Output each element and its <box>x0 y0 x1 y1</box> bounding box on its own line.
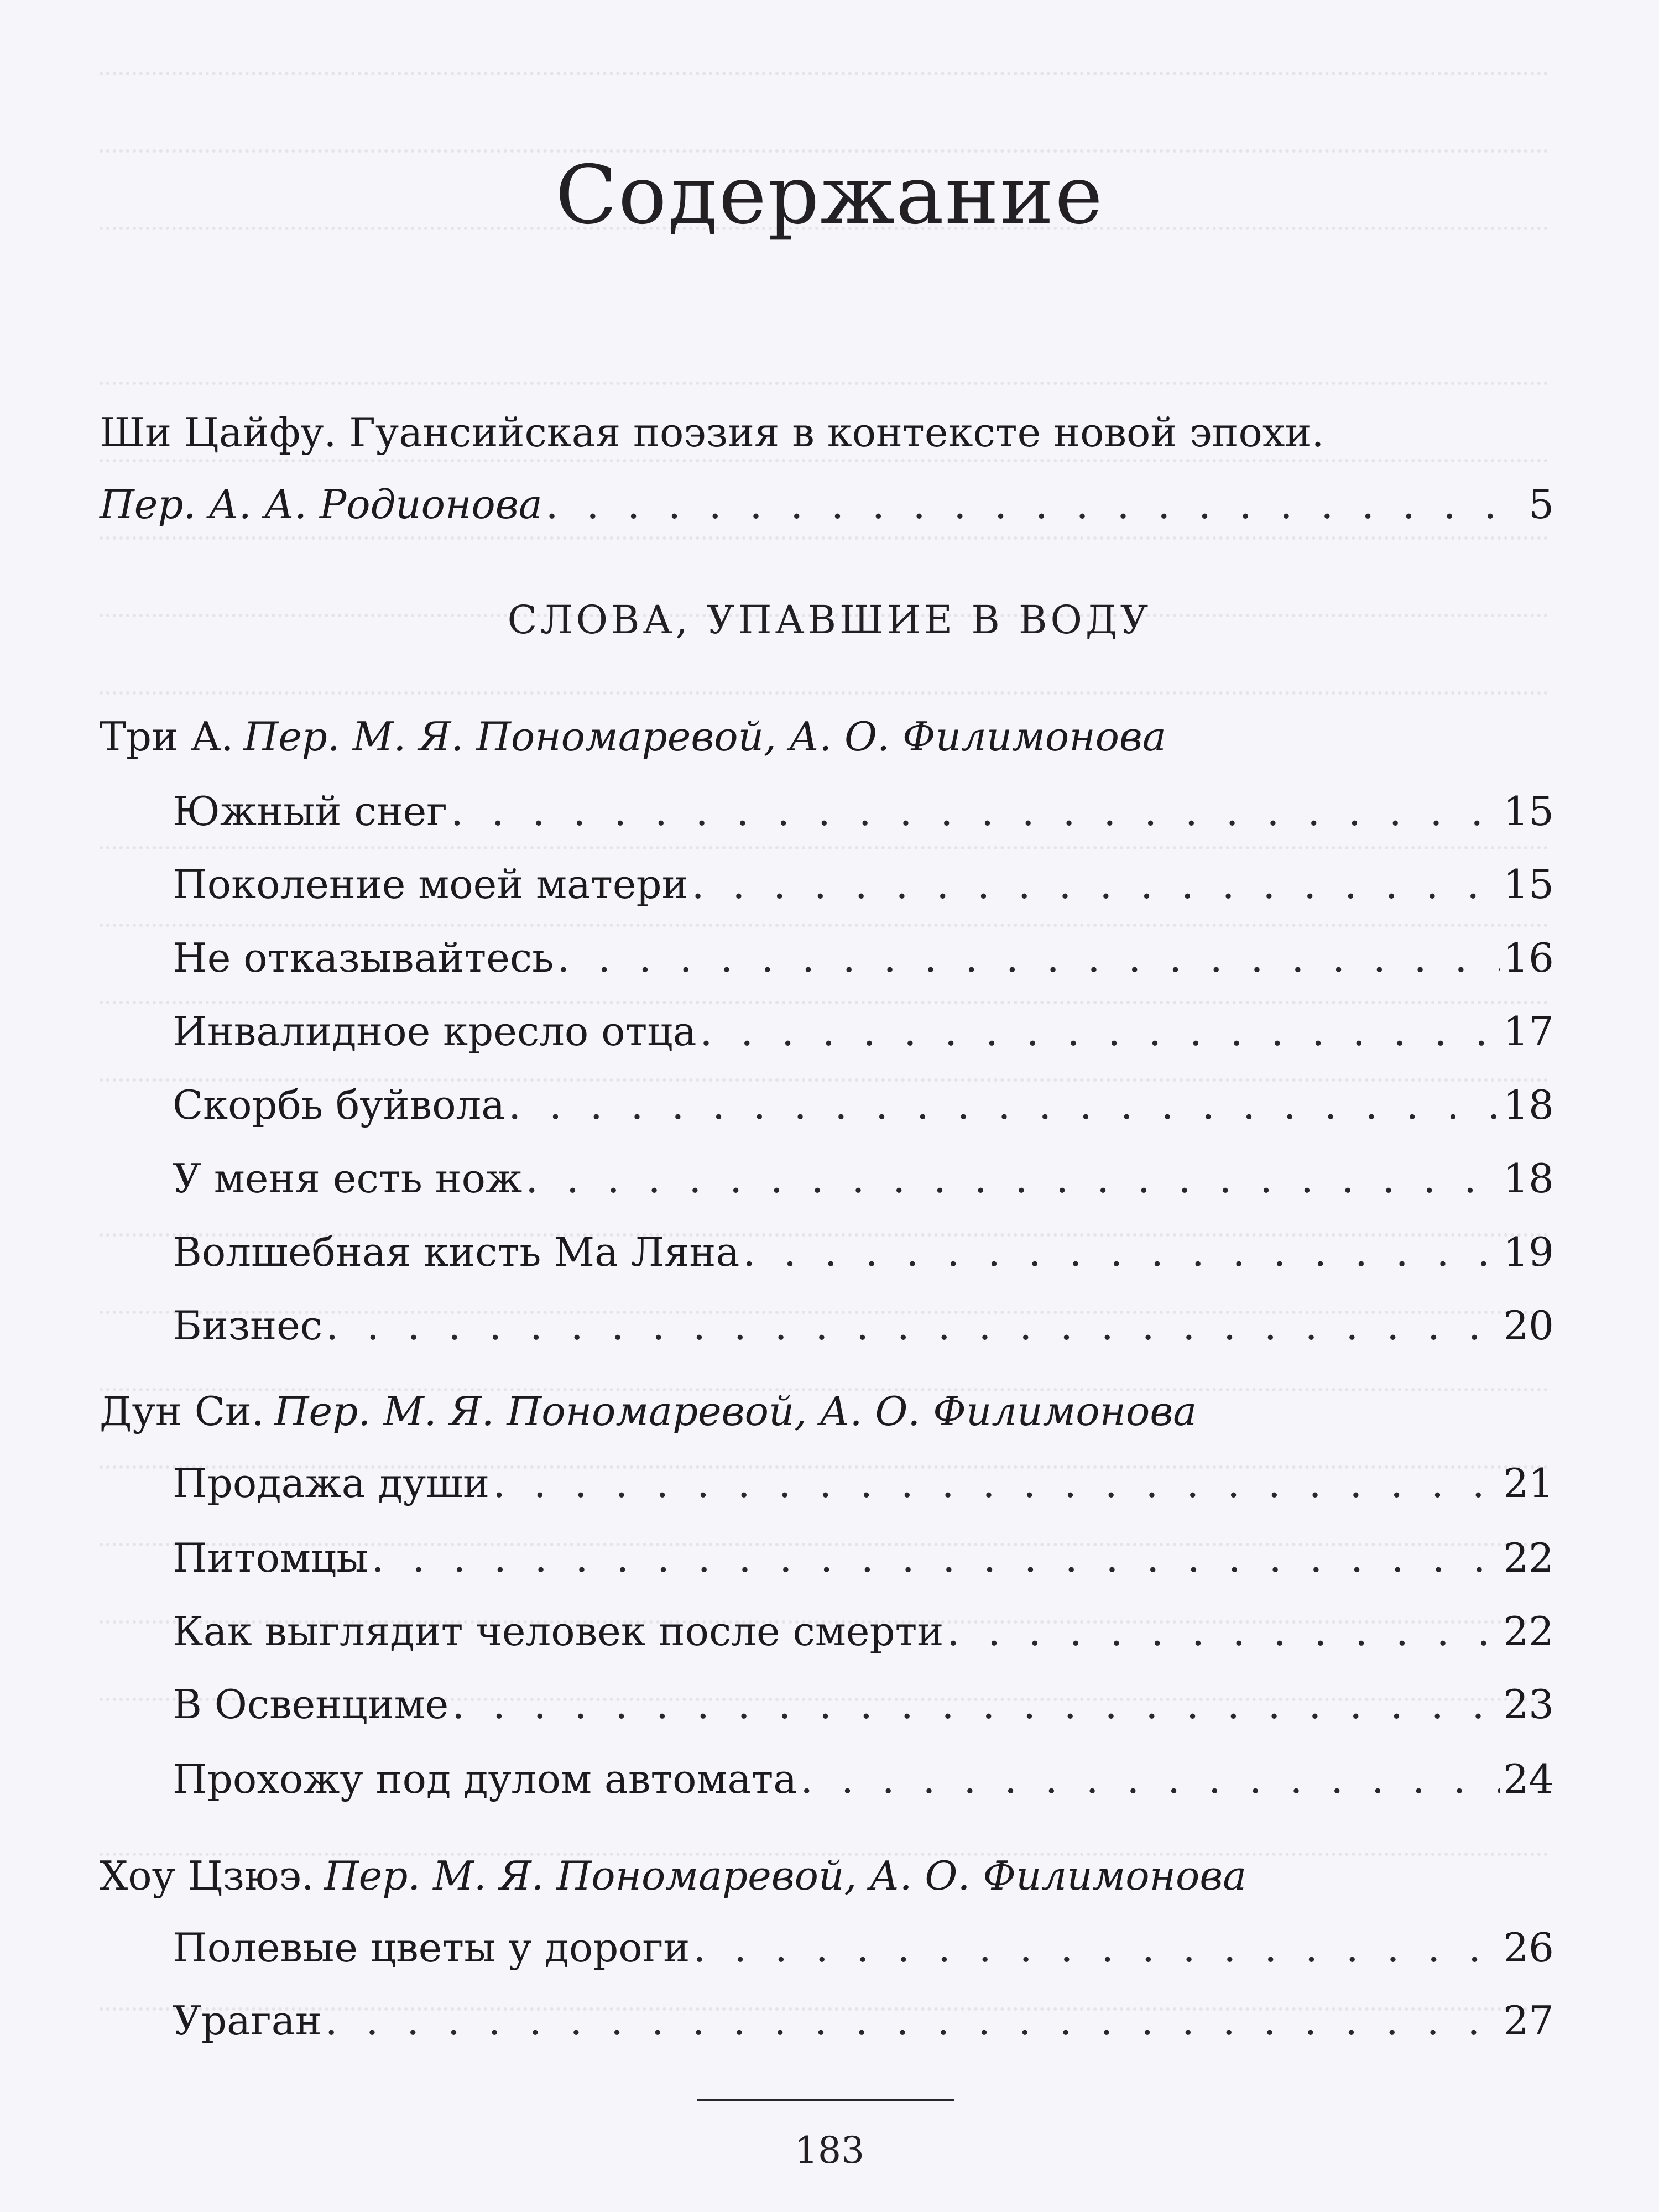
dot-leader <box>546 481 1526 528</box>
entry-title: Питомцы <box>173 1535 368 1581</box>
dot-leader <box>325 1997 1500 2044</box>
intro-author: Ши Цайфу. Гуансийская поэзия в контексте новой эпохи. <box>100 409 1324 456</box>
dot-leader <box>557 935 1500 981</box>
toc-entry[interactable] <box>173 1008 1554 1069</box>
toc-entry[interactable] <box>173 1756 1554 1817</box>
entry-title: Как выглядит человек после смерти <box>173 1608 944 1655</box>
page-number: 15 <box>1503 788 1554 834</box>
page-number: 15 <box>1503 861 1554 907</box>
toc-entry[interactable] <box>173 1997 1554 2058</box>
page-folio: 183 <box>795 2129 864 2172</box>
dot-leader <box>743 1229 1500 1275</box>
entry-title: Ураган <box>173 1997 322 2044</box>
page-number: 17 <box>1503 1008 1554 1055</box>
toc-entry[interactable] <box>173 1082 1554 1142</box>
toc-entry[interactable] <box>100 481 1554 542</box>
author-name: Дун Си. <box>100 1388 264 1434</box>
toc-entry[interactable] <box>173 1460 1554 1521</box>
dot-leader <box>525 1155 1500 1202</box>
translator-credit: Пер. М. Я. Пономаревой, А. О. Филимонова <box>243 713 1166 760</box>
entry-title: Волшебная кисть Ма Ляна <box>173 1229 740 1275</box>
toc-entry[interactable] <box>173 935 1554 995</box>
page-number: 23 <box>1503 1681 1554 1728</box>
page-number: 5 <box>1528 481 1554 528</box>
page-number: 20 <box>1503 1302 1554 1349</box>
dot-leader <box>493 1460 1500 1506</box>
page-title: Содержание <box>555 148 1104 242</box>
dot-leader <box>452 1681 1500 1728</box>
dot-leader <box>372 1535 1500 1581</box>
entry-title: Инвалидное кресло отца <box>173 1008 697 1055</box>
page-number: 18 <box>1503 1082 1554 1128</box>
author-line <box>100 1388 1554 1449</box>
section-heading: СЛОВА, УПАВШИЕ В ВОДУ <box>507 597 1152 643</box>
toc-entry[interactable] <box>173 788 1554 849</box>
dot-leader <box>451 788 1500 834</box>
page-number: 21 <box>1503 1460 1554 1506</box>
toc-entry[interactable] <box>173 1535 1554 1595</box>
page-number: 24 <box>1503 1756 1554 1802</box>
entry-title: Не отказывайтесь <box>173 935 554 981</box>
dot-leader <box>508 1082 1500 1128</box>
dot-leader <box>693 1924 1500 1971</box>
entry-title: В Освенциме <box>173 1681 449 1728</box>
page-number: 18 <box>1503 1155 1554 1202</box>
toc-entry[interactable] <box>173 1155 1554 1216</box>
entry-title: Южный снег <box>173 788 447 834</box>
entry-title: Скорбь буйвола <box>173 1082 505 1128</box>
toc-entry[interactable] <box>173 1302 1554 1363</box>
toc-entry[interactable] <box>173 1229 1554 1290</box>
toc-entry[interactable] <box>173 1681 1554 1742</box>
author-line <box>100 1853 1554 1913</box>
page-number: 19 <box>1503 1229 1554 1275</box>
toc-entry[interactable] <box>173 861 1554 922</box>
page-number: 22 <box>1503 1535 1554 1581</box>
entry-title: Продажа души <box>173 1460 490 1506</box>
page-number: 16 <box>1503 935 1554 981</box>
author-name: Три А. <box>100 713 234 760</box>
page-number: 26 <box>1503 1924 1554 1971</box>
footer-rule <box>697 2099 954 2101</box>
dot-leader <box>700 1008 1500 1055</box>
entry-title: У меня есть нож <box>173 1155 523 1202</box>
entry-title: Бизнес <box>173 1302 323 1349</box>
page-number: 22 <box>1503 1608 1554 1655</box>
toc-entry[interactable] <box>173 1924 1554 1985</box>
author-name: Хоу Цзюэ. <box>100 1853 314 1899</box>
translator-credit: Пер. М. Я. Пономаревой, А. О. Филимонова <box>324 1853 1247 1899</box>
toc-entry[interactable] <box>173 1608 1554 1669</box>
entry-title: Прохожу под дулом автомата <box>173 1756 797 1802</box>
page-number: 27 <box>1503 1997 1554 2044</box>
dot-leader <box>800 1756 1500 1802</box>
intro-translator: Пер. А. А. Родионова <box>100 481 542 528</box>
entry-title: Поколение моей матери <box>173 861 688 907</box>
intro-author-line <box>100 409 1554 470</box>
translator-credit: Пер. М. Я. Пономаревой, А. О. Филимонова <box>274 1388 1197 1434</box>
dot-leader <box>947 1608 1500 1655</box>
entry-title: Полевые цветы у дороги <box>173 1924 690 1971</box>
author-line <box>100 713 1554 774</box>
dot-leader <box>326 1302 1500 1349</box>
dot-leader <box>692 861 1500 907</box>
